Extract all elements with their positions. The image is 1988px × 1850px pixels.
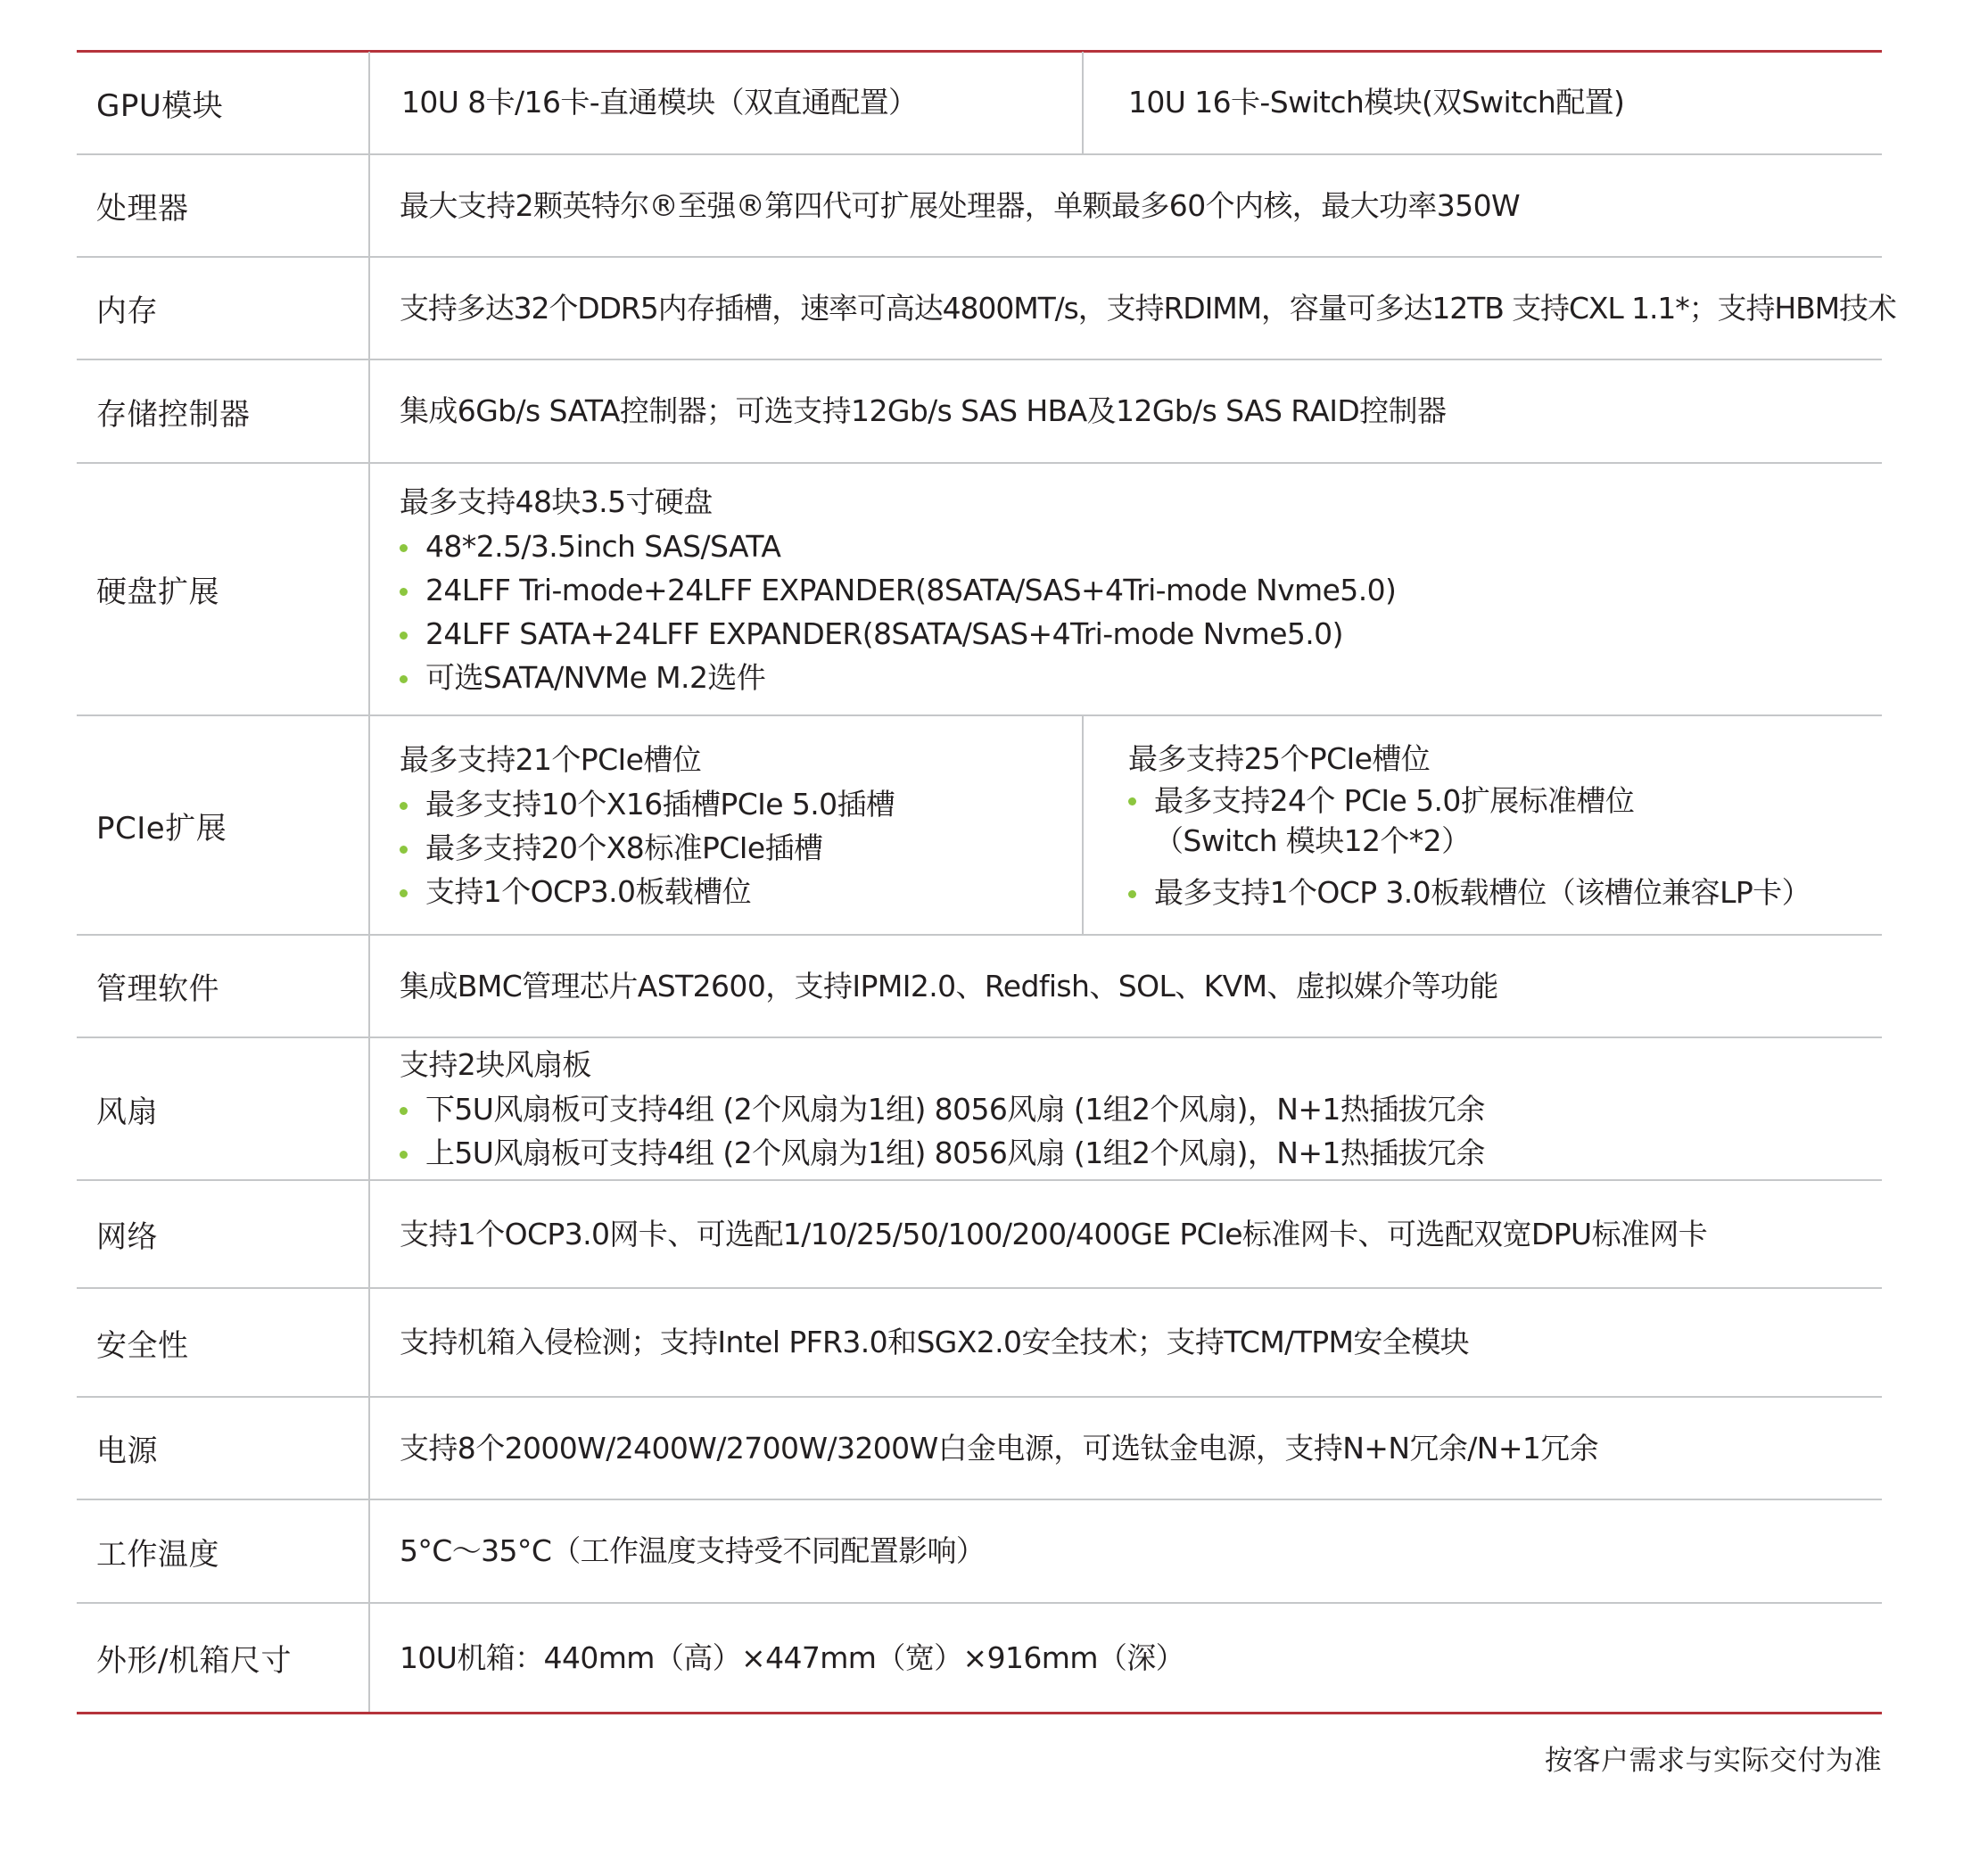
list-item: 支持1个OCP3.0板载槽位 [400,870,895,913]
pcie-passthrough-cell [400,716,895,934]
spec-row-storage-controller [77,360,1882,462]
row-value [400,360,1446,462]
row-label: 风扇 [96,1094,158,1130]
spec-row-power [77,1398,1882,1499]
list-item: 48*2.5/3.5inch SAS/SATA [400,524,1396,568]
spec-row-memory [77,258,1896,359]
bullet-icon [1128,890,1136,898]
list-item: 最多支持10个X16插槽PCIe 5.0插槽 [400,782,895,826]
row-value [400,1289,1469,1396]
pcie-switch-cell [1128,716,1811,934]
list-item: 可选SATA/NVMe M.2选件 [400,656,1396,699]
bullet-icon [400,846,408,854]
row-value [400,464,1396,714]
cell-text: 10U 8卡/16卡-直通模块（双直通配置） [401,85,918,120]
row-label: 安全性 [96,1327,189,1364]
spec-row-network [77,1181,1882,1287]
cell-text: 10U机箱：440mm（高）×447mm（宽）×916mm（深） [400,1639,1185,1675]
list-item: 最多支持24个 PCIe 5.0扩展标准槽位 [1128,781,1811,821]
row-value [400,1181,1707,1287]
row-label: 存储控制器 [96,396,251,433]
table-bottom-rule [77,1712,1882,1714]
cell-heading: 最多支持25个PCIe槽位 [1128,740,1431,776]
list-item: 24LFF SATA+24LFF EXPANDER(8SATA/SAS+4Tri-mode Nvme5.0) [400,612,1396,656]
bullet-icon [400,1107,408,1115]
list-item-continuation: （Switch 模块12个*2） [1154,822,1471,858]
row-label: 网络 [96,1219,158,1255]
spec-row-fans [77,1038,1882,1179]
row-label: 处理器 [96,191,189,227]
bullet-icon [400,632,408,640]
bullet-icon [400,802,408,810]
cell-text: 集成6Gb/s SATA控制器；可选支持12Gb/s SAS HBA及12Gb/s SAS RAID控制器 [400,393,1447,428]
cell-text: 最大支持2颗英特尔®至强®第四代可扩展处理器，单颗最多60个内核，最大功率350W [400,187,1521,223]
row-value [400,936,1498,1036]
cell-heading: 最多支持48块3.5寸硬盘 [400,483,713,519]
bullet-icon [400,889,408,897]
bullet-icon [400,1151,408,1159]
spec-row-management [77,936,1882,1036]
bullet-icon [400,675,408,683]
row-label: 管理软件 [96,971,219,1007]
list-item: 上5U风扇板可支持4组 (2个风扇为1组) 8056风扇 (1组2个风扇)，N+1热插拔冗余 [400,1131,1485,1175]
row-label: 工作温度 [96,1536,219,1573]
row-label: 硬盘扩展 [96,574,219,610]
bullet-icon [400,544,408,552]
row-value [400,1398,1598,1499]
cell-text: 5°C～35°C（工作温度支持受不同配置影响） [400,1533,986,1568]
cell-heading: 支持2块风扇板 [400,1047,591,1082]
row-value [400,1604,1184,1712]
spec-row-pcie [77,716,1882,934]
list-item: 最多支持1个OCP 3.0板载槽位（该槽位兼容LP卡） [1128,871,1811,914]
row-value [400,1500,985,1602]
spec-row-security [77,1289,1882,1396]
spec-row-dimensions [77,1604,1882,1712]
cell-text: 10U 16卡-Switch模块(双Switch配置) [1128,85,1625,120]
gpu-switch-cell [1128,52,1624,153]
cell-text: 支持多达32个DDR5内存插槽，速率可高达4800MT/s，支持RDIMM，容量可多达12TB 支持CXL 1.1*；支持HBM技术 [400,290,1896,326]
row-label: GPU模块 [96,87,224,124]
spec-row-cpu [77,155,1882,256]
spec-row-gpu [77,52,1882,153]
row-label: 内存 [96,293,158,329]
row-value [400,155,1520,256]
spec-row-disk-expansion [77,464,1882,714]
gpu-passthrough-cell [401,52,917,153]
list-item: 最多支持20个X8标准PCIe插槽 [400,826,895,870]
footnote: 按客户需求与实际交付为准 [1545,1745,1882,1777]
row-label: 电源 [96,1433,158,1469]
list-item: 下5U风扇板可支持4组 (2个风扇为1组) 8056风扇 (1组2个风扇)，N+1热插拔冗余 [400,1087,1485,1131]
row-label: PCIe扩展 [96,810,227,847]
bullet-icon [1128,797,1136,805]
cell-text: 集成BMC管理芯片AST2600，支持IPMI2.0、Redfish、SOL、KVM、虚拟媒介等功能 [400,968,1498,1003]
cell-heading: 最多支持21个PCIe槽位 [400,741,702,777]
cell-text: 支持机箱入侵检测；支持Intel PFR3.0和SGX2.0安全技术；支持TCM/TPM安全模块 [400,1325,1470,1359]
row-value [400,258,1896,359]
cell-text: 支持8个2000W/2400W/2700W/3200W白金电源，可选钛金电源，支持N+N冗余/N+1冗余 [400,1430,1599,1466]
cell-text: 支持1个OCP3.0网卡、可选配1/10/25/50/100/200/400GE PCIe标准网卡、可选配双宽DPU标准网卡 [400,1216,1708,1251]
spec-row-temperature [77,1500,1882,1602]
row-label: 外形/机箱尺寸 [96,1643,292,1679]
list-item: 24LFF Tri-mode+24LFF EXPANDER(8SATA/SAS+4Tri-mode Nvme5.0) [400,568,1396,612]
row-value [400,1038,1485,1179]
bullet-icon [400,588,408,596]
